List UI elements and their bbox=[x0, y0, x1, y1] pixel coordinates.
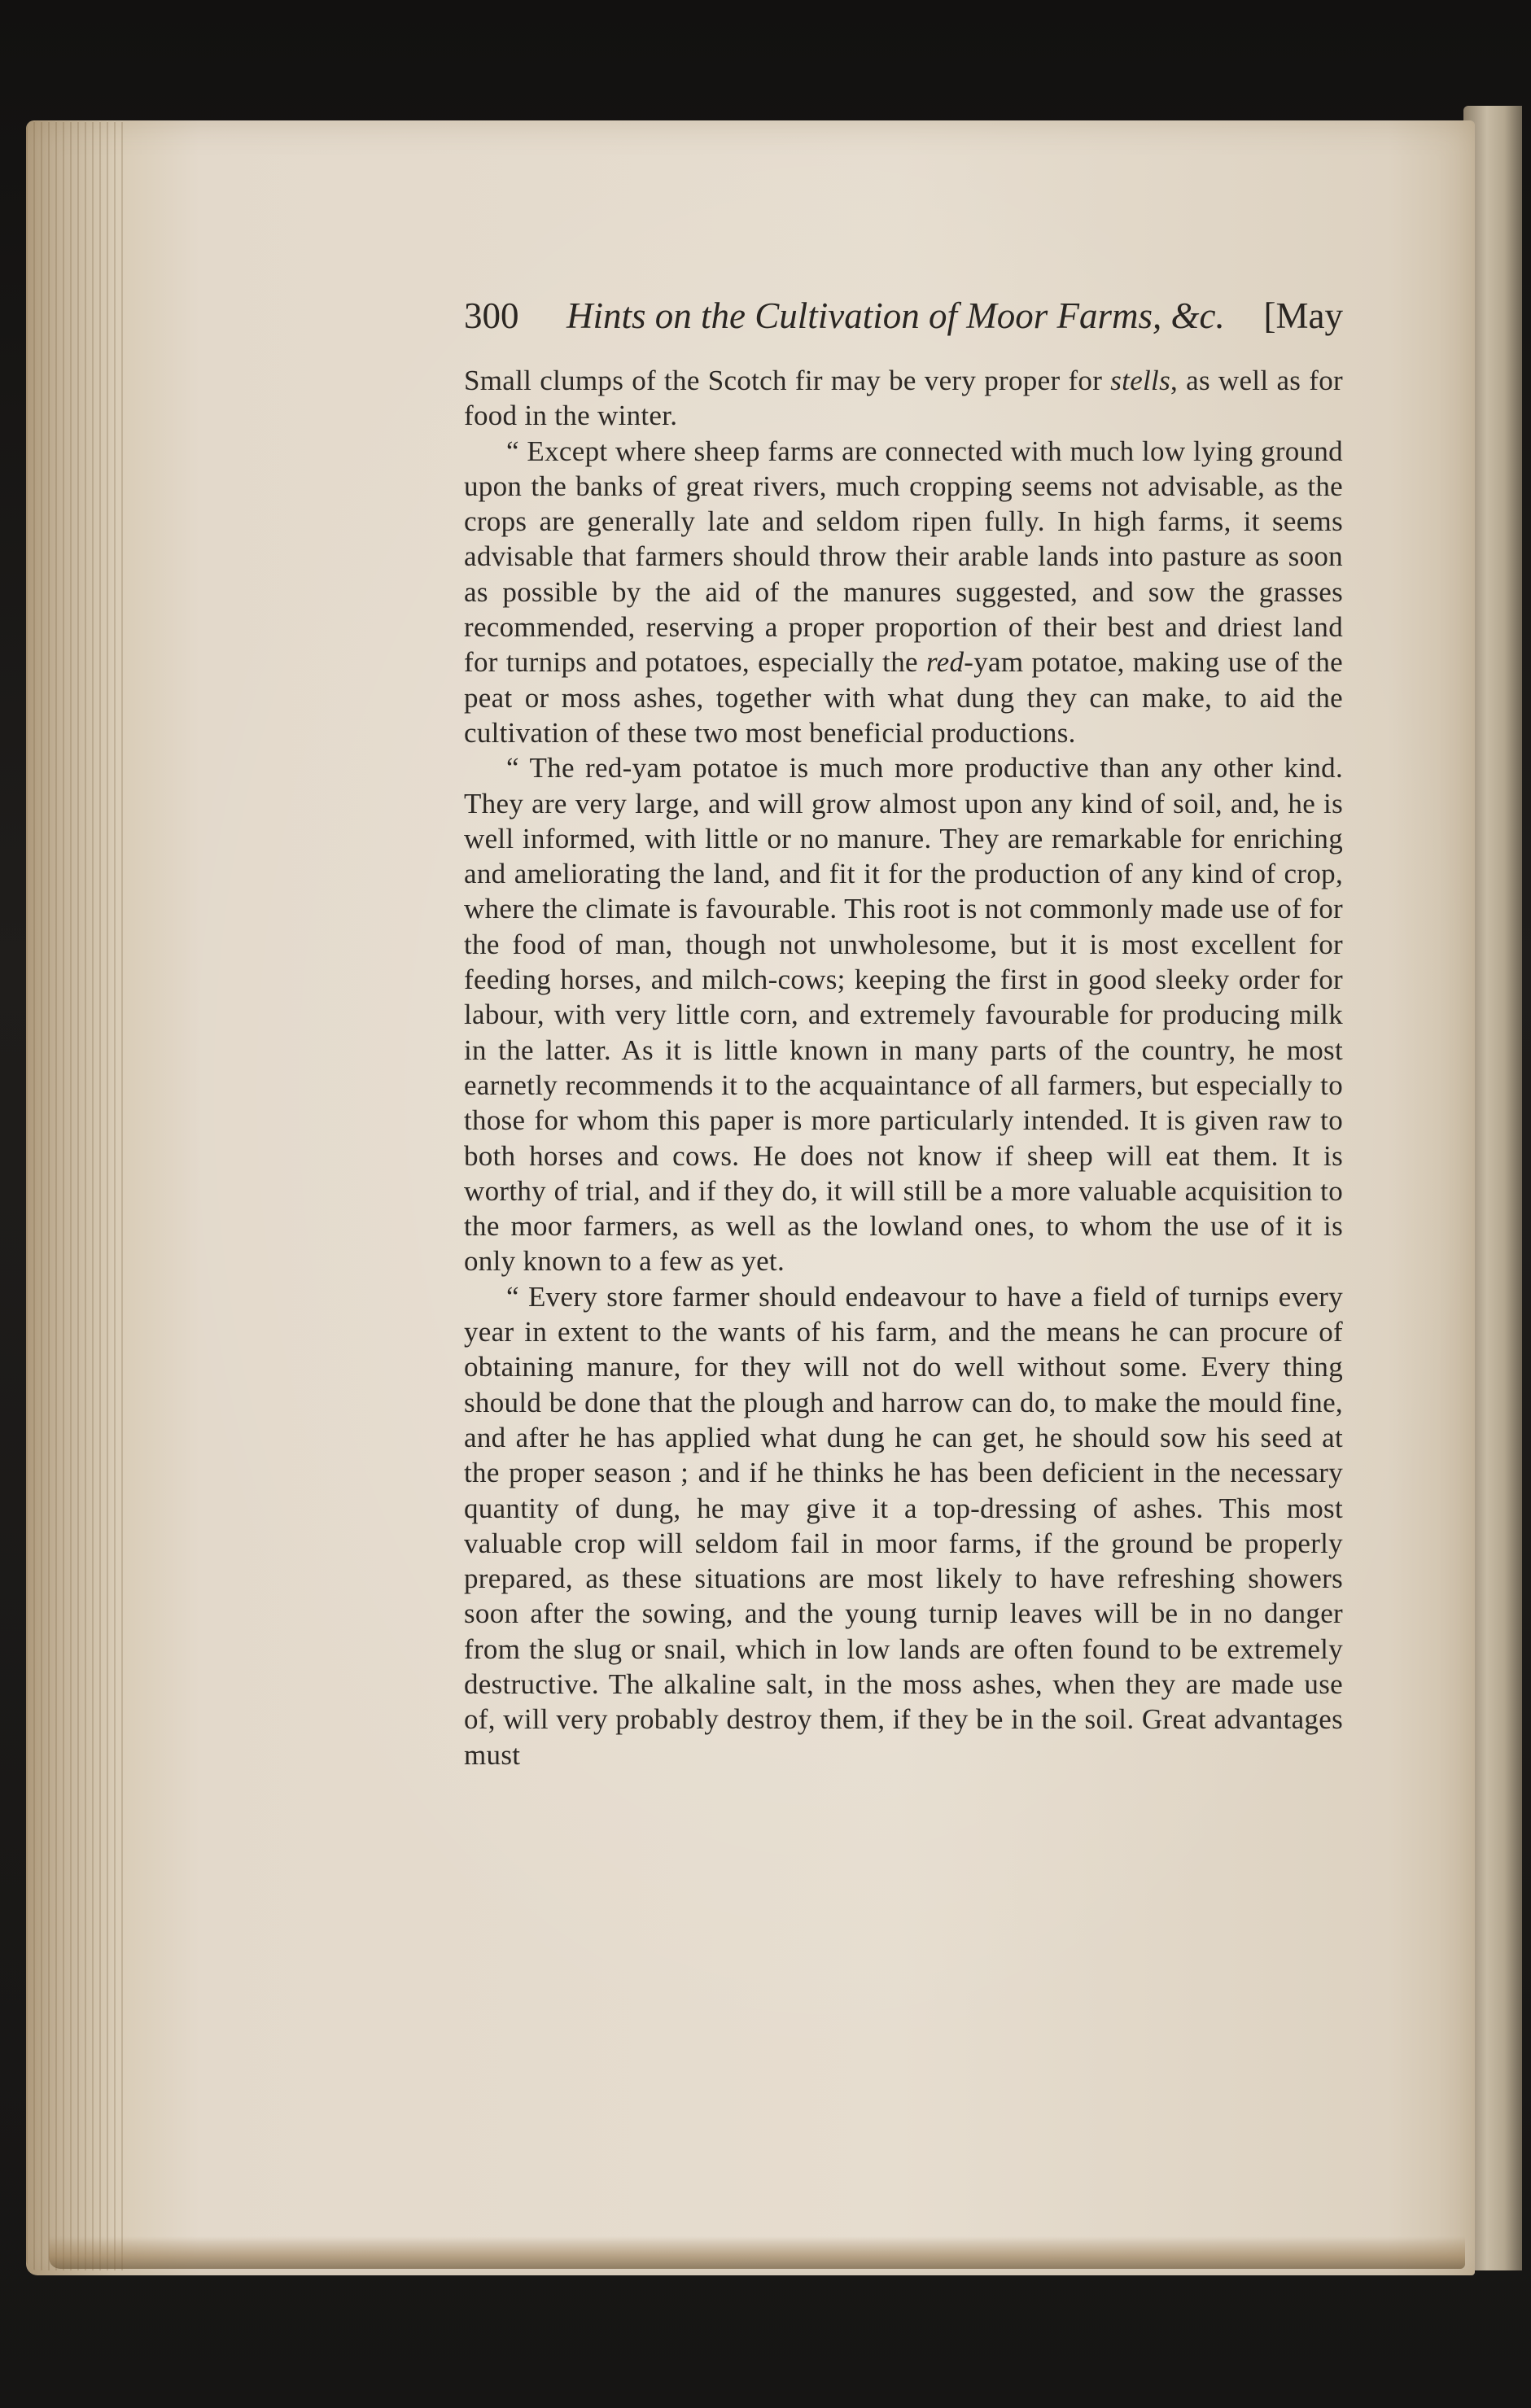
page-number: 300 bbox=[464, 295, 519, 336]
body-text bbox=[464, 363, 1343, 1772]
paragraph: “ Every store farmer should endeavour to have a field of turnips every year in extent to the wants of his farm, and the means he can procure of obtaining manure, for they will not do well without some. Every thing should be done that the plough and harrow can do, to make the mould fine, and after he has applied what dung he can get, he should sow his seed at the proper season ; and if he thinks he has been deficient in the necessary quantity of dung, he may give it a top-dressing of ashes. This most valuable crop will seldom fail in moor farms, if the ground be properly prepared, as these situations are most likely to have refreshing showers soon after the sowing, and the young turnip leaves will be in no danger from the slug or snail, which in low lands are often found to be extremely destructive. The alkaline salt, in the moss ashes, when they are made use of, will very probably destroy them, if they be in the soil. Great advantages must bbox=[464, 1280, 1343, 1771]
page-left-edge bbox=[26, 122, 124, 2270]
paragraph: Small clumps of the Scotch fir may be very proper for stells, as well as for food in the winter. bbox=[464, 365, 1343, 432]
page-bottom-edge bbox=[49, 2236, 1465, 2269]
paragraph: “ Except where sheep farms are connected with much low lying ground upon the banks of great rivers, much cropping seems not advisable, as the crops are generally late and seldom ripen fully. In high farms, it seems advisable that farmers should throw their arable lands into pasture as soon as possible by the aid of the manures suggested, and sow the grasses recommended, reserving a proper proportion of their best and driest land for turnips and potatoes, especially the red-yam potatoe, making use of the peat or moss ashes, together with what dung they can make, to aid the cultivation of these two most beneficial productions. bbox=[464, 435, 1343, 749]
running-title: Hints on the Cultivation of Moor Farms, &c. bbox=[566, 295, 1225, 336]
month-marker: [May bbox=[1263, 295, 1343, 336]
running-header bbox=[464, 291, 1343, 340]
paragraph: “ The red-yam potatoe is much more productive than any other kind. They are very large, and will grow almost upon any kind of soil, and, he is well informed, with little or no manure. They are remarkable for enriching and ameliorating the land, and fit it for the production of any kind of crop, where the climate is favourable. This root is not commonly made use of for the food of man, though not unwholesome, but it is most excellent for feeding horses, and milch-cows; keeping the first in good sleeky order for labour, with very little corn, and extremely favourable for producing milk in the latter. As it is little known in many parts of the country, he most earnetly recommends it to the acquaintance of all farmers, but especially to those for whom this paper is more particularly intended. It is given raw to both horses and cows. He does not know if sheep will eat them. It is worthy of trial, and if they do, it will still be a more valuable acquisition to the moor farmers, as well as the lowland ones, to whom the use of it is only known to a few as yet. bbox=[464, 752, 1343, 1278]
